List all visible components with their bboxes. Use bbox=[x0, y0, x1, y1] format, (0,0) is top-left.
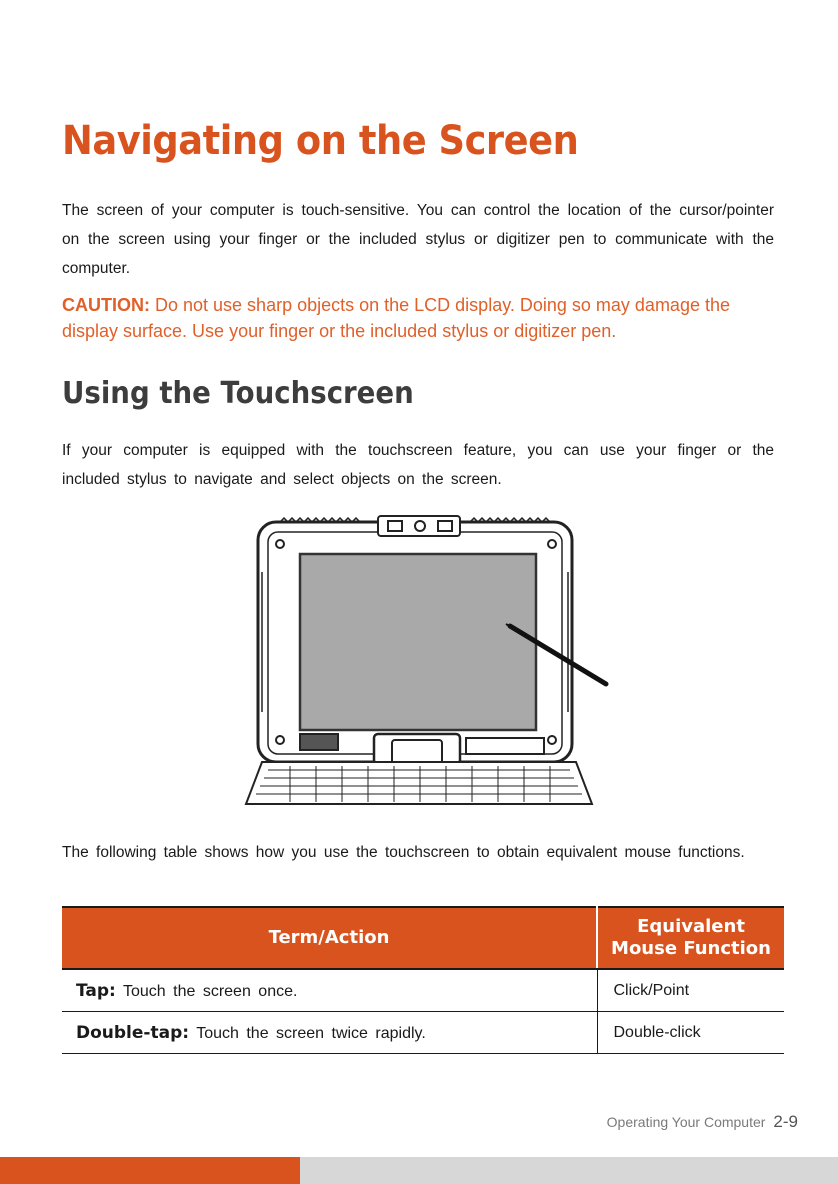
term-label: Double-tap: bbox=[76, 1022, 190, 1043]
touchscreen-paragraph: If your computer is equipped with the touchscreen feature, you can use your finger or the included stylus to navigate and select objects on the screen. bbox=[62, 442, 774, 488]
term-cell bbox=[62, 969, 597, 1012]
header-mouse-function: Equivalent Mouse Function bbox=[597, 907, 784, 969]
footer-section-title: Operating Your Computer bbox=[606, 1114, 766, 1130]
section-heading: Using the Touchscreen bbox=[62, 376, 414, 411]
intro-paragraph: The screen of your computer is touch-sensitive. You can control the location of the cursor/pointer on the screen using your finger or the included stylus or digitizer pen to communicate with the computer. bbox=[62, 202, 774, 277]
footer-accent-bar bbox=[0, 1157, 300, 1184]
tablet-illustration bbox=[240, 512, 620, 812]
footer-gray-bar bbox=[300, 1157, 838, 1184]
table-intro-paragraph: The following table shows how you use the touchscreen to obtain equivalent mouse functions. bbox=[62, 844, 745, 861]
caution-text: Do not use sharp objects on the LCD display. Doing so may damage the display surface. Use your finger or the included stylus or digitizer pen. bbox=[62, 295, 730, 341]
page-number: 2-9 bbox=[773, 1112, 798, 1131]
header-term-action: Term/Action bbox=[62, 907, 597, 969]
page-title: Navigating on the Screen bbox=[62, 118, 579, 164]
table-row bbox=[62, 969, 784, 1012]
term-label: Tap: bbox=[76, 980, 116, 1001]
table-row bbox=[62, 1012, 784, 1054]
tablet-with-stylus-image bbox=[240, 512, 620, 812]
term-description: Touch the screen twice rapidly. bbox=[196, 1024, 426, 1042]
term-description: Touch the screen once. bbox=[123, 982, 298, 1000]
touch-actions-table bbox=[62, 906, 784, 1054]
mouse-function-cell: Click/Point bbox=[597, 969, 784, 1012]
term-cell bbox=[62, 1012, 597, 1054]
table-header-row bbox=[62, 907, 784, 969]
caution-note bbox=[62, 292, 782, 344]
page-footer bbox=[607, 1112, 798, 1132]
mouse-function-cell: Double-click bbox=[597, 1012, 784, 1054]
caution-label: CAUTION: bbox=[62, 295, 150, 315]
